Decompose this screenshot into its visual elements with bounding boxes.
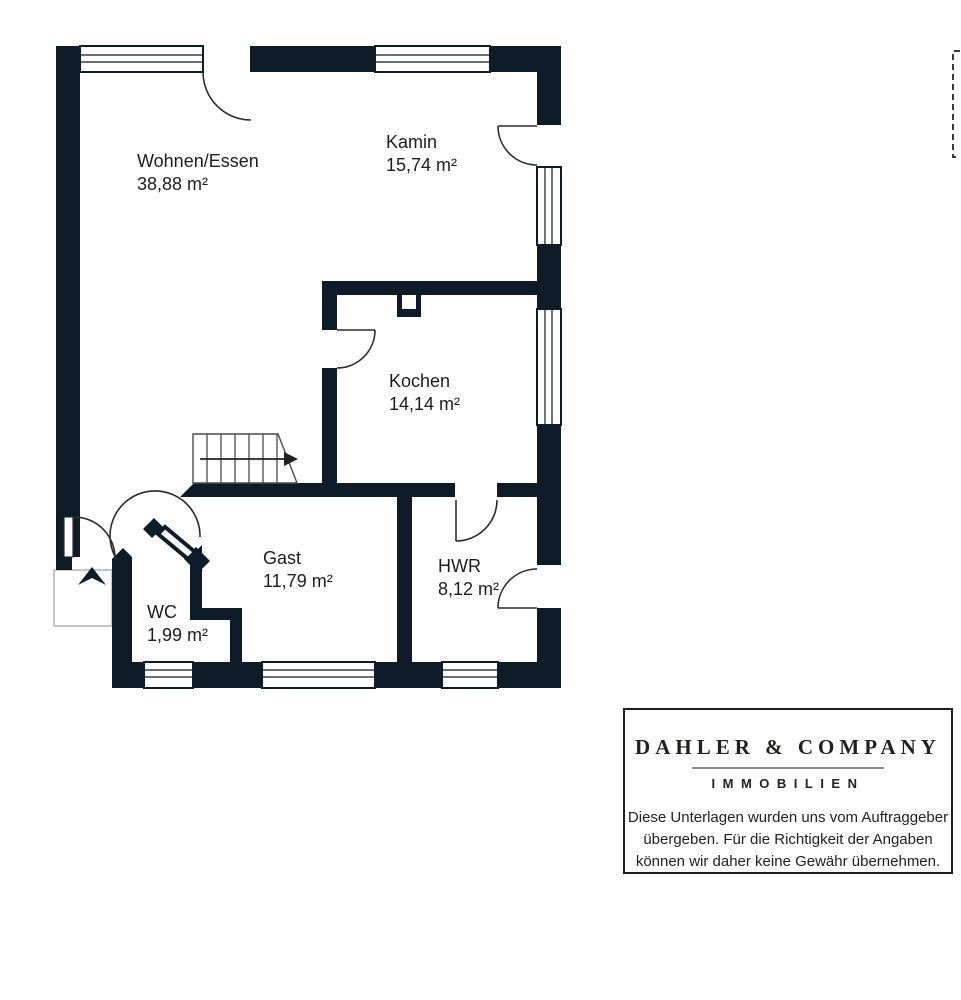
room-area: 14,14 m² xyxy=(389,394,461,414)
dashed-boundary-marker xyxy=(953,51,960,157)
room-name: Kamin xyxy=(386,132,438,152)
window xyxy=(537,167,561,245)
wall-segment xyxy=(250,46,375,72)
company-name: DAHLER & COMPANY xyxy=(635,735,941,759)
window xyxy=(375,46,490,72)
wall-segment xyxy=(537,245,561,309)
wall-segment xyxy=(537,70,561,125)
door-arc xyxy=(337,330,375,368)
wall-segment xyxy=(56,46,80,557)
room-label-kochen xyxy=(389,370,460,416)
wall-segment xyxy=(112,548,132,688)
window xyxy=(262,662,375,688)
window xyxy=(144,662,193,688)
company-division: IMMOBILIEN xyxy=(711,776,865,791)
door-arc xyxy=(203,72,251,120)
wall-segment xyxy=(397,497,412,662)
room-name: Wohnen/Essen xyxy=(137,151,259,171)
disclaimer-text xyxy=(625,807,951,872)
entrance-platform xyxy=(54,570,112,626)
room-name: WC xyxy=(147,602,177,622)
door-arc xyxy=(498,126,537,165)
wall-segment xyxy=(193,662,262,688)
wall-segment xyxy=(497,483,537,497)
wall-segment xyxy=(537,425,561,565)
staircase xyxy=(193,434,298,483)
room-label-gast xyxy=(263,547,333,593)
room-area: 11,79 m² xyxy=(263,571,333,591)
room-label-wc xyxy=(147,601,208,647)
window xyxy=(537,309,561,425)
room-name: Gast xyxy=(263,548,302,568)
disclaimer-line: können wir daher keine Gewähr übernehmen. xyxy=(635,852,941,870)
broker-logo-box xyxy=(623,708,953,874)
wall-segment xyxy=(498,662,561,688)
disclaimer-line: Diese Unterlagen wurden uns vom Auftraggeber xyxy=(627,809,949,826)
room-name: Kochen xyxy=(389,371,451,391)
wall-segment xyxy=(322,281,537,295)
logo-divider-rule xyxy=(692,767,884,769)
room-area: 1,99 m² xyxy=(147,625,209,645)
wall-segment xyxy=(322,368,337,497)
wall-segment xyxy=(180,483,455,497)
wc-diagonal-door xyxy=(143,518,210,573)
room-area: 15,74 m² xyxy=(386,155,458,175)
wall-segment xyxy=(490,46,561,72)
wall-segment xyxy=(375,662,442,688)
room-label-hwr xyxy=(438,555,499,601)
wall-segment xyxy=(322,281,337,330)
door-arc xyxy=(74,517,115,558)
doors xyxy=(64,72,537,608)
window xyxy=(442,662,498,688)
room-name: HWR xyxy=(438,556,481,576)
room-label-wohnen xyxy=(137,150,259,196)
room-label-kamin xyxy=(386,131,457,177)
door-arc xyxy=(498,569,537,608)
window xyxy=(80,46,203,72)
room-area: 38,88 m² xyxy=(137,174,209,194)
room-area: 8,12 m² xyxy=(438,579,500,599)
chimney-flue-icon xyxy=(397,295,421,317)
door-arc xyxy=(456,500,497,541)
door-leaf xyxy=(64,517,73,557)
door-leaf xyxy=(158,527,195,559)
disclaimer-line: übergeben. Für die Richtigkeit der Angaben xyxy=(643,830,933,848)
